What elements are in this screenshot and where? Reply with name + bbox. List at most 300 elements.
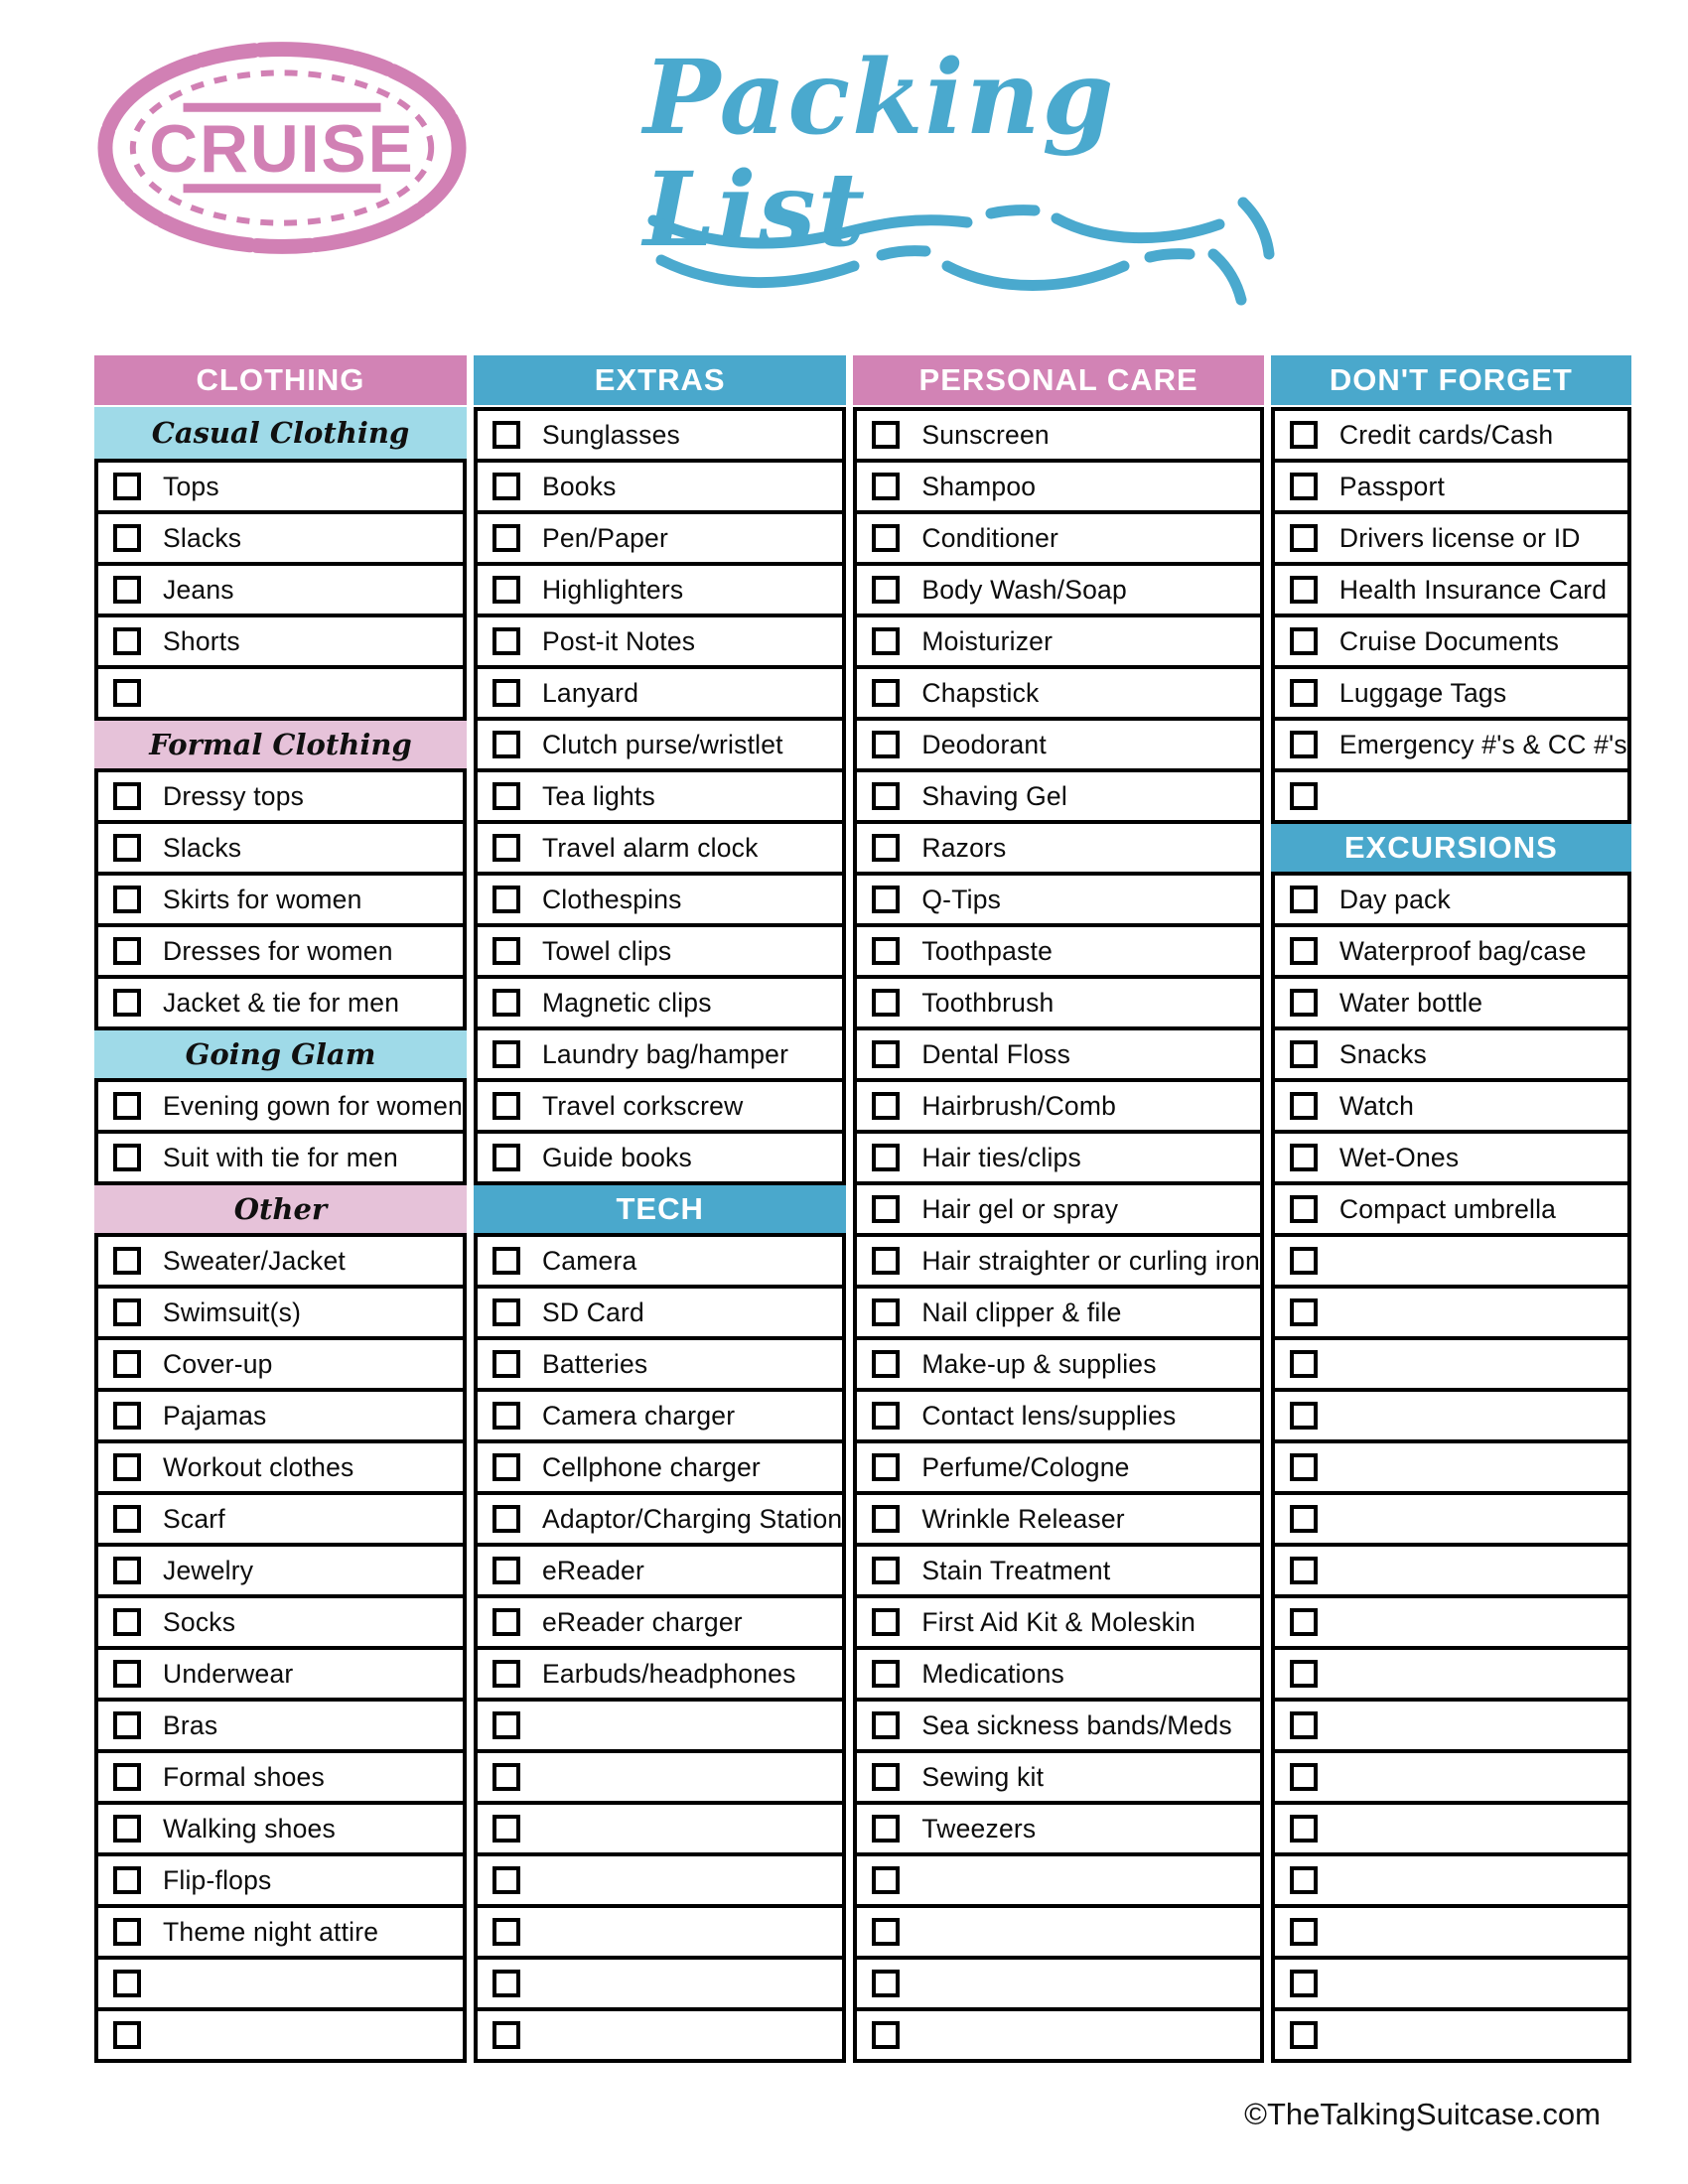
checkbox[interactable] [872, 679, 900, 707]
checklist-row [94, 1130, 467, 1181]
checklist-row [474, 1801, 846, 1852]
checklist-row [474, 1439, 846, 1491]
checklist-row [1271, 665, 1631, 717]
item-label: Highlighters [541, 574, 684, 605]
checkbox[interactable] [113, 1866, 141, 1894]
checklist-row [94, 1698, 467, 1749]
checklist-row [1271, 1801, 1631, 1852]
checkbox[interactable] [492, 1557, 520, 1584]
checklist-row [853, 975, 1264, 1026]
cruise-stamp-logo [94, 40, 470, 256]
checklist-row [853, 407, 1264, 459]
column-body [94, 407, 467, 2063]
checklist-row [474, 2007, 846, 2059]
item-label: Sunscreen [921, 419, 1050, 450]
section-tech: TECH [474, 1181, 846, 1233]
checklist-row [474, 459, 846, 510]
checklist-row [94, 1233, 467, 1285]
item-label: Earbuds/headphones [541, 1658, 796, 1689]
checkbox[interactable] [492, 1505, 520, 1533]
checkbox[interactable] [113, 1815, 141, 1843]
item-label: Workout clothes [163, 1451, 354, 1482]
checkbox[interactable] [872, 1402, 900, 1430]
checkbox[interactable] [492, 834, 520, 862]
item-label: Evening gown for women [163, 1090, 463, 1121]
checkbox[interactable] [492, 421, 520, 449]
checkbox[interactable] [113, 1247, 141, 1275]
checkbox[interactable] [872, 1711, 900, 1739]
checkbox[interactable] [492, 627, 520, 655]
checkbox[interactable] [113, 937, 141, 965]
checkbox[interactable] [1290, 1350, 1318, 1378]
checkbox[interactable] [1290, 2021, 1318, 2049]
checkbox[interactable] [113, 627, 141, 655]
checkbox[interactable] [492, 782, 520, 810]
checkbox[interactable] [113, 1711, 141, 1739]
checkbox[interactable] [492, 1763, 520, 1791]
column-body [474, 407, 846, 2063]
item-label: Luggage Tags [1338, 677, 1507, 708]
checklist-row [1271, 1388, 1631, 1439]
checklist-row [474, 872, 846, 923]
checklist-row [94, 1543, 467, 1594]
checkbox[interactable] [492, 1970, 520, 1997]
checkbox[interactable] [492, 1608, 520, 1636]
checkbox[interactable] [1290, 1453, 1318, 1481]
checklist-row [94, 975, 467, 1026]
item-label: Jewelry [163, 1555, 254, 1585]
item-label: Socks [163, 1606, 236, 1637]
item-label: Clutch purse/wristlet [541, 729, 783, 759]
item-label: Jacket & tie for men [163, 987, 400, 1018]
checklist-row [94, 1594, 467, 1646]
checklist-row [853, 562, 1264, 614]
item-label: Tweezers [921, 1813, 1037, 1843]
checkbox[interactable] [113, 1144, 141, 1171]
checkbox[interactable] [872, 627, 900, 655]
checkbox[interactable] [872, 473, 900, 500]
item-label: Q-Tips [921, 884, 1002, 914]
item-label: Tops [163, 471, 219, 501]
checkbox[interactable] [492, 2021, 520, 2049]
checkbox[interactable] [872, 1144, 900, 1171]
checklist-row [1271, 1956, 1631, 2007]
item-label: Moisturizer [921, 625, 1054, 656]
checklist-row [853, 1336, 1264, 1388]
checkbox[interactable] [113, 1557, 141, 1584]
checklist-row [853, 1801, 1264, 1852]
item-label: SD Card [541, 1297, 644, 1327]
checkbox[interactable] [1290, 473, 1318, 500]
checkbox[interactable] [1290, 1660, 1318, 1688]
item-label: Shorts [163, 625, 240, 656]
checklist-row [1271, 407, 1631, 459]
item-label: Theme night attire [163, 1916, 379, 1947]
column-header-personal-care: PERSONAL CARE [853, 355, 1264, 405]
checkbox[interactable] [492, 1918, 520, 1946]
checklist-row [1271, 1594, 1631, 1646]
checkbox[interactable] [492, 576, 520, 604]
item-label: Bras [163, 1709, 218, 1740]
checkbox[interactable] [492, 731, 520, 758]
item-label: Toothpaste [921, 935, 1054, 966]
checkbox[interactable] [492, 1040, 520, 1068]
checklist-row [1271, 614, 1631, 665]
checklist-row [94, 1956, 467, 2007]
item-label: Medications [921, 1658, 1064, 1689]
checklist-row [474, 820, 846, 872]
item-label: Cellphone charger [541, 1451, 761, 1482]
checkbox[interactable] [872, 1505, 900, 1533]
checklist-row [853, 1646, 1264, 1698]
checkbox[interactable] [1290, 679, 1318, 707]
item-label: Scarf [163, 1503, 225, 1534]
item-label: Shampoo [921, 471, 1037, 501]
item-label: Lanyard [541, 677, 639, 708]
checkbox[interactable] [872, 2021, 900, 2049]
checklist-row [94, 665, 467, 717]
checklist-row [94, 1388, 467, 1439]
checklist-row [474, 1491, 846, 1543]
item-label: Cruise Documents [1338, 625, 1560, 656]
item-label: Dressy tops [163, 780, 305, 811]
checkbox[interactable] [872, 1453, 900, 1481]
checkbox[interactable] [1290, 1866, 1318, 1894]
item-label: Credit cards/Cash [1338, 419, 1554, 450]
checklist-row [94, 1336, 467, 1388]
checkbox[interactable] [1290, 1711, 1318, 1739]
checklist-row [1271, 1698, 1631, 1749]
checkbox[interactable] [492, 1144, 520, 1171]
item-label: Body Wash/Soap [921, 574, 1127, 605]
checkbox[interactable] [872, 1092, 900, 1120]
checkbox[interactable] [1290, 524, 1318, 552]
checklist-row [474, 1594, 846, 1646]
item-label: Guide books [541, 1142, 692, 1172]
checkbox[interactable] [492, 1092, 520, 1120]
subheader-other: Other [94, 1181, 467, 1233]
checklist-row [1271, 975, 1631, 1026]
checklist-row [94, 562, 467, 614]
item-label: Dental Floss [921, 1038, 1071, 1069]
item-label: Water bottle [1338, 987, 1483, 1018]
checkbox[interactable] [1290, 1298, 1318, 1326]
item-label: Tea lights [541, 780, 655, 811]
checklist-row [474, 1233, 846, 1285]
checkbox[interactable] [113, 834, 141, 862]
checkbox[interactable] [1290, 1557, 1318, 1584]
checkbox[interactable] [492, 1660, 520, 1688]
checkbox[interactable] [113, 1298, 141, 1326]
item-label: Post-it Notes [541, 625, 696, 656]
checklist-row [853, 1181, 1264, 1233]
item-label: Sea sickness bands/Meds [921, 1709, 1232, 1740]
checklist-row [474, 562, 846, 614]
checklist-row [474, 510, 846, 562]
checklist-row [1271, 1130, 1631, 1181]
checkbox[interactable] [1290, 421, 1318, 449]
checkbox[interactable] [492, 524, 520, 552]
checkbox[interactable] [872, 1040, 900, 1068]
checklist-row [853, 768, 1264, 820]
item-label: Toothbrush [921, 987, 1055, 1018]
checkbox[interactable] [1290, 937, 1318, 965]
checklist-row [853, 1439, 1264, 1491]
checklist-row [474, 1336, 846, 1388]
column-header-clothing: CLOTHING [94, 355, 467, 405]
checklist-row [853, 1285, 1264, 1336]
checkbox[interactable] [1290, 576, 1318, 604]
checklist-row [853, 872, 1264, 923]
checklist-row [94, 1646, 467, 1698]
checkbox[interactable] [872, 524, 900, 552]
checklist-row [94, 923, 467, 975]
column-header-extras: EXTRAS [474, 355, 846, 405]
item-label: Watch [1338, 1090, 1415, 1121]
checkbox[interactable] [872, 886, 900, 913]
checkbox[interactable] [872, 1763, 900, 1791]
checklist-row [474, 1130, 846, 1181]
checkbox[interactable] [872, 1557, 900, 1584]
item-label: Cover-up [163, 1348, 273, 1379]
checkbox[interactable] [1290, 1144, 1318, 1171]
checklist-row [853, 1749, 1264, 1801]
checkbox[interactable] [872, 1247, 900, 1275]
checklist-row [1271, 1026, 1631, 1078]
checkbox[interactable] [1290, 1040, 1318, 1068]
checkbox[interactable] [1290, 989, 1318, 1017]
checklist-row [94, 1904, 467, 1956]
section-excursions: EXCURSIONS [1271, 820, 1631, 872]
checkbox[interactable] [113, 1763, 141, 1791]
item-label: Books [541, 471, 617, 501]
checkbox[interactable] [492, 1815, 520, 1843]
footer-credit: ©TheTalkingSuitcase.com [1244, 2097, 1601, 2131]
checkbox[interactable] [1290, 1402, 1318, 1430]
checklist-row [853, 1233, 1264, 1285]
checklist-row [853, 2007, 1264, 2059]
column-body [853, 407, 1264, 2063]
checkbox[interactable] [872, 1195, 900, 1223]
checkbox[interactable] [492, 1298, 520, 1326]
checkbox[interactable] [113, 1970, 141, 1997]
item-label: Contact lens/supplies [921, 1400, 1177, 1431]
checklist-row [853, 614, 1264, 665]
checklist-row [474, 614, 846, 665]
checklist-row [474, 1646, 846, 1698]
checkbox[interactable] [1290, 782, 1318, 810]
checkbox[interactable] [492, 679, 520, 707]
item-label: Swimsuit(s) [163, 1297, 302, 1327]
item-label: Hair straighter or curling iron [921, 1245, 1260, 1276]
checkbox[interactable] [492, 989, 520, 1017]
checklist-row [94, 2007, 467, 2059]
checkbox[interactable] [1290, 1247, 1318, 1275]
checklist-row [853, 459, 1264, 510]
item-label: Flip-flops [163, 1864, 272, 1895]
item-label: Camera [541, 1245, 637, 1276]
item-label: Pajamas [163, 1400, 267, 1431]
item-label: eReader charger [541, 1606, 743, 1637]
item-label: Travel corkscrew [541, 1090, 744, 1121]
checklist-row [474, 407, 846, 459]
checkbox[interactable] [113, 524, 141, 552]
checkbox[interactable] [872, 731, 900, 758]
checkbox[interactable] [1290, 627, 1318, 655]
checkbox[interactable] [113, 1505, 141, 1533]
checklist-row [474, 923, 846, 975]
checklist-row [853, 1904, 1264, 1956]
checklist-row [1271, 2007, 1631, 2059]
item-label: Sweater/Jacket [163, 1245, 346, 1276]
item-label: Dresses for women [163, 935, 393, 966]
checklist-row [853, 1130, 1264, 1181]
checkbox[interactable] [872, 576, 900, 604]
checklist-row [474, 1852, 846, 1904]
item-label: Skirts for women [163, 884, 362, 914]
checklist-row [1271, 510, 1631, 562]
item-label: Day pack [1338, 884, 1451, 914]
checklist-row [474, 665, 846, 717]
checklist-row [1271, 1285, 1631, 1336]
checkbox[interactable] [113, 1453, 141, 1481]
checklist-row [1271, 872, 1631, 923]
column-don-t-forget [1271, 355, 1631, 2063]
checklist-row [474, 768, 846, 820]
checkbox[interactable] [113, 1402, 141, 1430]
checklist-row [94, 1852, 467, 1904]
checkbox[interactable] [872, 421, 900, 449]
item-label: Camera charger [541, 1400, 736, 1431]
checkbox[interactable] [113, 1660, 141, 1688]
checklist-row [1271, 768, 1631, 820]
checkbox[interactable] [113, 473, 141, 500]
page-title: Packing List [643, 38, 1116, 271]
checkbox[interactable] [113, 576, 141, 604]
item-label: Compact umbrella [1338, 1193, 1557, 1224]
checklist-row [853, 1388, 1264, 1439]
checkbox[interactable] [113, 679, 141, 707]
stamp-text: CRUISE [149, 111, 415, 187]
checkbox[interactable] [492, 937, 520, 965]
checkbox[interactable] [492, 1453, 520, 1481]
item-label: Hair gel or spray [921, 1193, 1119, 1224]
checklist-row [94, 1439, 467, 1491]
checkbox[interactable] [492, 1711, 520, 1739]
checkbox[interactable] [872, 1918, 900, 1946]
checklist-row [94, 768, 467, 820]
item-label: Snacks [1338, 1038, 1427, 1069]
checkbox[interactable] [872, 1970, 900, 1997]
checkbox[interactable] [872, 1350, 900, 1378]
item-label: Chapstick [921, 677, 1040, 708]
checkbox[interactable] [492, 1866, 520, 1894]
item-label: Drivers license or ID [1338, 522, 1581, 553]
checkbox[interactable] [1290, 1815, 1318, 1843]
checklist-row [1271, 1233, 1631, 1285]
checkbox[interactable] [113, 1092, 141, 1120]
item-label: Hair ties/clips [921, 1142, 1081, 1172]
checkbox[interactable] [1290, 886, 1318, 913]
checkbox[interactable] [872, 1298, 900, 1326]
checkbox[interactable] [1290, 731, 1318, 758]
checklist-row [1271, 459, 1631, 510]
item-label: Underwear [163, 1658, 294, 1689]
item-label: Jeans [163, 574, 234, 605]
checkbox[interactable] [113, 886, 141, 913]
checkbox[interactable] [872, 937, 900, 965]
item-label: Magnetic clips [541, 987, 712, 1018]
checkbox[interactable] [872, 782, 900, 810]
subheader-formal-clothing: Formal Clothing [94, 717, 467, 768]
checkbox[interactable] [492, 886, 520, 913]
checklist-row [1271, 717, 1631, 768]
column-extras [474, 355, 846, 2063]
checkbox[interactable] [1290, 1918, 1318, 1946]
checklist-row [94, 1285, 467, 1336]
checkbox[interactable] [872, 834, 900, 862]
checklist-row [853, 820, 1264, 872]
checkbox[interactable] [492, 473, 520, 500]
checkbox[interactable] [1290, 1763, 1318, 1791]
item-label: First Aid Kit & Moleskin [921, 1606, 1196, 1637]
checklist-row [1271, 923, 1631, 975]
item-label: Emergency #'s & CC #'s [1338, 729, 1627, 759]
checklist-row [474, 1749, 846, 1801]
item-label: Adaptor/Charging Station [541, 1503, 843, 1534]
checkbox[interactable] [1290, 1092, 1318, 1120]
item-label: Travel alarm clock [541, 832, 759, 863]
checklist-row [1271, 1181, 1631, 1233]
checkbox[interactable] [1290, 1195, 1318, 1223]
checkbox[interactable] [872, 1815, 900, 1843]
checkbox[interactable] [113, 1350, 141, 1378]
checkbox[interactable] [1290, 1970, 1318, 1997]
checkbox[interactable] [492, 1402, 520, 1430]
checkbox[interactable] [872, 1608, 900, 1636]
packing-list-table [94, 355, 1627, 2063]
checklist-row [853, 510, 1264, 562]
checklist-row [474, 1026, 846, 1078]
item-label: Suit with tie for men [163, 1142, 398, 1172]
item-label: Nail clipper & file [921, 1297, 1122, 1327]
checkbox[interactable] [113, 1918, 141, 1946]
checkbox[interactable] [872, 989, 900, 1017]
subheader-going-glam: Going Glam [94, 1026, 467, 1078]
checklist-row [94, 614, 467, 665]
checkbox[interactable] [872, 1866, 900, 1894]
checkbox[interactable] [492, 1350, 520, 1378]
checklist-row [853, 923, 1264, 975]
checklist-row [1271, 1336, 1631, 1388]
checkbox[interactable] [492, 1247, 520, 1275]
checkbox[interactable] [113, 782, 141, 810]
checkbox[interactable] [872, 1660, 900, 1688]
checkbox[interactable] [113, 989, 141, 1017]
checkbox[interactable] [113, 2021, 141, 2049]
checklist-row [853, 1698, 1264, 1749]
checkbox[interactable] [1290, 1505, 1318, 1533]
checkbox[interactable] [1290, 1608, 1318, 1636]
item-label: Laundry bag/hamper [541, 1038, 789, 1069]
item-label: eReader [541, 1555, 645, 1585]
checklist-row [853, 665, 1264, 717]
checklist-row [853, 1956, 1264, 2007]
checklist-row [474, 1543, 846, 1594]
checklist-row [94, 872, 467, 923]
checklist-row [1271, 1491, 1631, 1543]
checkbox[interactable] [113, 1608, 141, 1636]
